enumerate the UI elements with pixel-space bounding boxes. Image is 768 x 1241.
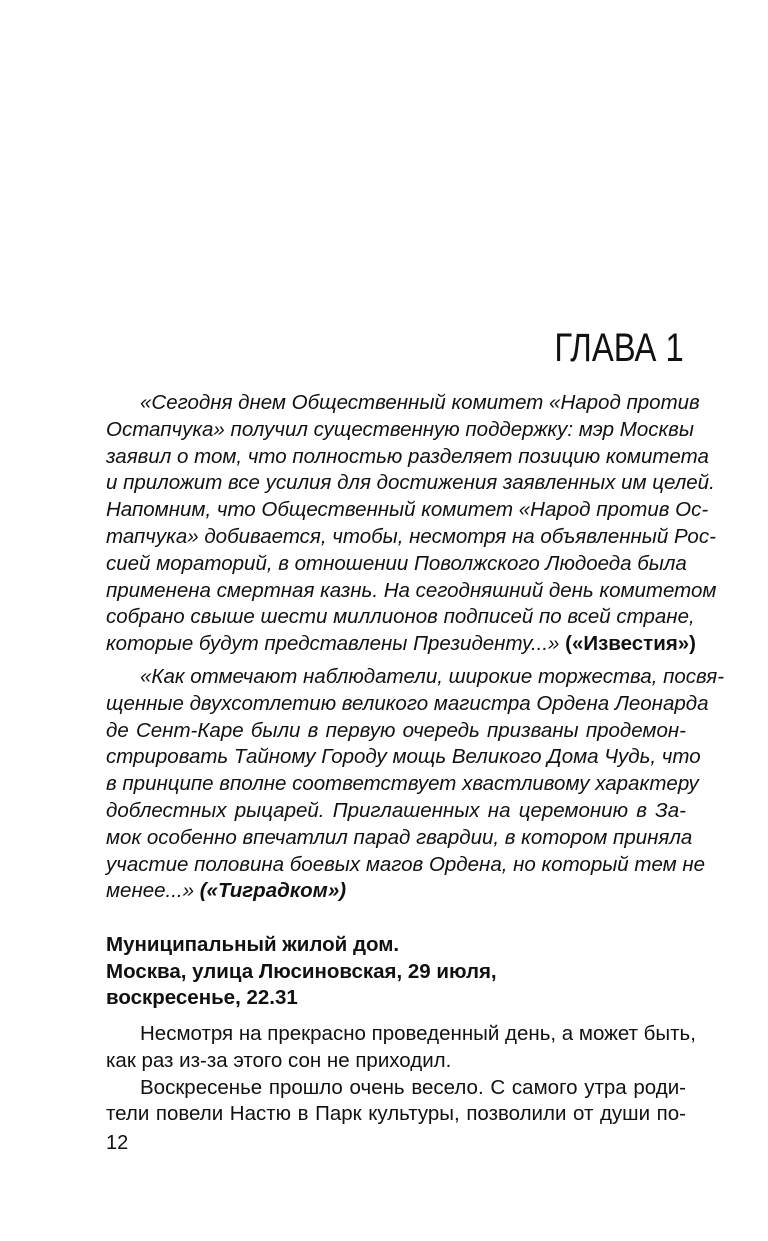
- quote-line: Остапчука» получил существенную поддержку: мэр Москвы: [106, 417, 694, 441]
- quote-line: сией мораторий, в отношении Поволжского Людоеда была: [106, 551, 687, 575]
- quote-line: щенные двухсотлетию великого магистра Ордена Леонарда: [106, 691, 709, 715]
- scene-heading-line: Москва, улица Люсиновская, 29 июля,: [106, 959, 497, 983]
- quote-line: тапчука» добивается, чтобы, несмотря на объявленный Рос-: [106, 524, 716, 548]
- quote-source: («Известия»): [565, 632, 697, 656]
- quote-line: в принципе вполне соответствует хвастливому характеру: [106, 772, 699, 796]
- scene-heading-line: Муниципальный жилой дом.: [106, 933, 400, 956]
- body-text: [106, 1021, 696, 1128]
- quote-line: мок особенно впечатлил парад гвардии, в котором приняла: [106, 825, 693, 849]
- quote-line: Напомним, что Общественный комитет «Народ против Ос-: [106, 498, 709, 522]
- quote-line: участие половина боевых магов Ордена, но который тем не: [106, 852, 706, 876]
- body-line: Несмотря на прекрасно проведенный день, а может быть,: [140, 1022, 696, 1045]
- quote-line: доблестных рыцарей. Приглашенных на церемонию в За-: [106, 798, 686, 822]
- scene-heading-line: воскресенье, 22.31: [106, 986, 298, 1009]
- quote-last-line: [106, 878, 686, 905]
- epigraph-quote-tigradkom: [106, 664, 725, 905]
- quote-line: де Сент-Каре были в первую очередь призваны продемон-: [106, 718, 686, 742]
- quote-line: которые будут представлены Президенту...»: [106, 632, 560, 656]
- chapter-title: ГЛАВА 1: [554, 326, 684, 370]
- quote-line: «Как отмечают наблюдатели, широкие торжества, посвя-: [140, 665, 725, 688]
- quote-line: применена смертная казнь. На сегодняшний день комитетом: [106, 578, 717, 602]
- epigraph-quote-izvestia: [106, 390, 717, 658]
- body-line: Воскресенье прошло очень весело. С самого утра роди-: [140, 1075, 686, 1099]
- quote-line: заявил о том, что полностью разделяет позицию комитета: [106, 444, 709, 468]
- quote-line: стрировать Тайному Городу мощь Великого Дома Чудь, что: [106, 745, 701, 769]
- body-line: тели повели Настю в Парк культуры, позволили от души по-: [106, 1102, 686, 1126]
- page-number: 12: [106, 1132, 129, 1154]
- quote-last-line: [106, 631, 697, 658]
- quote-line: собрано свыше шести миллионов подписей по всей стране,: [106, 605, 695, 629]
- scene-heading: [106, 932, 666, 1012]
- quote-source: («Тиградком»): [199, 879, 347, 903]
- quote-line: и приложит все усилия для достижения заявленных им целей.: [106, 471, 715, 495]
- quote-line: «Сегодня днем Общественный комитет «Народ против: [140, 391, 700, 414]
- body-line: как раз из-за этого сон не приходил.: [106, 1048, 452, 1072]
- quote-line: менее...»: [106, 879, 195, 903]
